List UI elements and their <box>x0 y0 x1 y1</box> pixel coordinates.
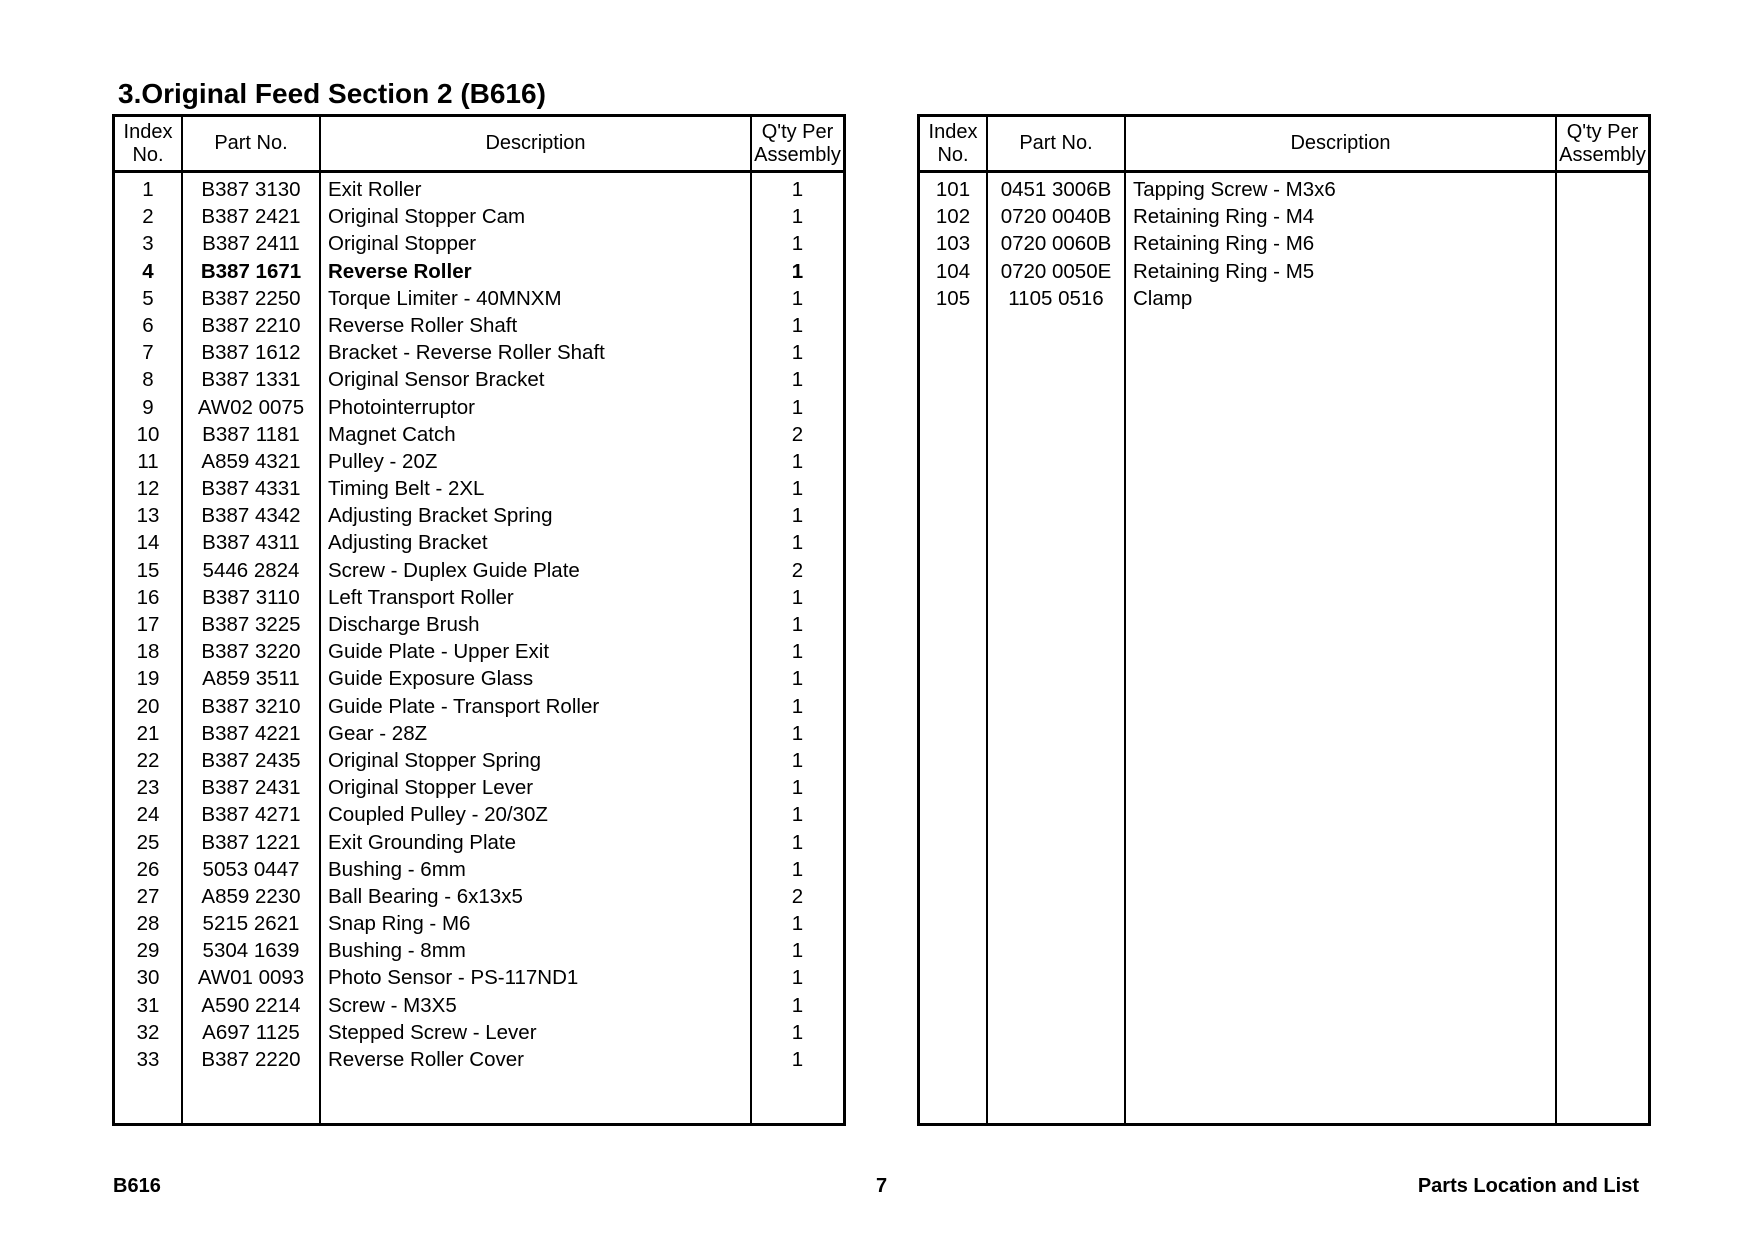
cell-qty: 1 <box>791 912 804 936</box>
cell-qty: 1 <box>791 1048 804 1071</box>
header-part-no: Part No. <box>214 132 288 154</box>
table-row <box>115 448 843 475</box>
cell-index: 26 <box>136 857 160 881</box>
cell-part-no: B387 3225 <box>201 613 301 636</box>
cell-qty: 1 <box>791 1020 804 1044</box>
cell-qty: 1 <box>791 368 804 392</box>
cell-qty: 1 <box>791 857 804 881</box>
cell-description: Original Stopper Lever <box>328 776 534 800</box>
header-divider <box>920 170 1648 173</box>
cell-qty: 1 <box>791 585 804 609</box>
table-row <box>115 366 843 393</box>
header-divider <box>115 170 843 173</box>
cell-qty: 1 <box>791 694 804 718</box>
header-index: Index No. <box>123 120 173 166</box>
table-row <box>115 529 843 556</box>
cell-index: 24 <box>136 803 160 827</box>
cell-description: Pulley - 20Z <box>328 449 438 473</box>
footer-section-title: Parts Location and List <box>1417 1175 1639 1197</box>
cell-index: 33 <box>136 1048 160 1071</box>
page-title: 3.Original Feed Section 2 (B616) <box>118 78 546 109</box>
cell-description: Reverse Roller Cover <box>328 1048 524 1071</box>
cell-description: Guide Plate - Transport Roller <box>328 694 600 718</box>
cell-description: Stepped Screw - Lever <box>328 1020 537 1044</box>
cell-description: Reverse Roller Shaft <box>328 313 518 337</box>
cell-part-no: B387 1331 <box>201 368 301 392</box>
cell-description: Guide Plate - Upper Exit <box>328 640 550 664</box>
cell-index: 103 <box>935 232 971 256</box>
table-row <box>115 611 843 638</box>
cell-description: Clamp <box>1133 286 1193 310</box>
cell-part-no: 0720 0050E <box>1000 259 1112 283</box>
table-row <box>115 394 843 421</box>
cell-qty: 2 <box>791 558 804 582</box>
cell-description: Retaining Ring - M4 <box>1133 205 1315 229</box>
cell-qty: 1 <box>791 830 804 854</box>
cell-part-no: 5053 0447 <box>202 857 300 881</box>
cell-part-no: AW02 0075 <box>197 395 305 419</box>
cell-part-no: B387 1612 <box>201 341 301 365</box>
cell-index: 2 <box>142 205 154 229</box>
table-body <box>115 176 843 1073</box>
cell-description: Discharge Brush <box>328 613 480 636</box>
cell-description: Adjusting Bracket <box>328 531 488 555</box>
table-row <box>920 258 1648 285</box>
header-description: Description <box>1290 132 1391 154</box>
cell-part-no: B387 3210 <box>201 694 301 718</box>
cell-description: Exit Grounding Plate <box>328 830 517 854</box>
cell-qty: 1 <box>791 449 804 473</box>
cell-qty: 1 <box>791 178 804 201</box>
cell-index: 21 <box>136 721 160 745</box>
parts-table-left <box>112 114 846 1126</box>
cell-qty: 1 <box>791 259 804 283</box>
cell-index: 13 <box>136 504 160 528</box>
cell-part-no: B387 2435 <box>201 748 301 772</box>
table-row <box>115 203 843 230</box>
cell-part-no: B387 4331 <box>201 477 301 501</box>
cell-description: Reverse Roller <box>328 259 472 283</box>
cell-part-no: 0720 0040B <box>1000 205 1112 229</box>
cell-description: Retaining Ring - M5 <box>1133 259 1315 283</box>
table-row <box>115 964 843 991</box>
cell-description: Photointerruptor <box>328 395 476 419</box>
cell-part-no: B387 1181 <box>202 422 300 446</box>
cell-description: Photo Sensor - PS-117ND1 <box>328 966 579 990</box>
cell-index: 14 <box>136 531 160 555</box>
cell-index: 102 <box>935 205 971 229</box>
cell-part-no: B387 2220 <box>201 1048 301 1071</box>
cell-index: 22 <box>136 748 160 772</box>
table-row <box>115 883 843 910</box>
cell-qty: 2 <box>791 422 804 446</box>
cell-description: Gear - 28Z <box>328 721 428 745</box>
cell-index: 16 <box>136 585 160 609</box>
header-part-no: Part No. <box>1019 132 1093 154</box>
cell-part-no: 0451 3006B <box>1000 178 1112 201</box>
header-description: Description <box>485 132 586 154</box>
cell-description: Tapping Screw - M3x6 <box>1133 178 1336 201</box>
table-row <box>115 774 843 801</box>
cell-index: 30 <box>136 966 160 990</box>
cell-index: 19 <box>136 667 160 691</box>
cell-part-no: 5446 2824 <box>202 558 300 582</box>
cell-qty: 1 <box>791 477 804 501</box>
cell-index: 10 <box>136 422 160 446</box>
header-index: Index No. <box>928 120 978 166</box>
table-row <box>115 638 843 665</box>
table-row <box>115 1046 843 1073</box>
cell-description: Retaining Ring - M6 <box>1133 232 1315 256</box>
cell-qty: 1 <box>791 504 804 528</box>
cell-qty: 1 <box>791 232 804 256</box>
cell-description: Original Stopper Cam <box>328 205 526 229</box>
cell-part-no: B387 3220 <box>201 640 301 664</box>
cell-index: 7 <box>142 341 154 365</box>
cell-part-no: B387 4342 <box>201 504 301 528</box>
cell-index: 20 <box>136 694 160 718</box>
cell-part-no: A697 1125 <box>202 1020 300 1044</box>
cell-part-no: B387 4221 <box>201 721 301 745</box>
table-row <box>115 992 843 1019</box>
cell-index: 5 <box>142 286 154 310</box>
footer-model: B616 <box>113 1175 161 1197</box>
cell-part-no: B387 3130 <box>201 178 301 201</box>
footer-page-number: 7 <box>876 1175 888 1197</box>
cell-index: 4 <box>142 259 154 283</box>
cell-index: 104 <box>935 259 971 283</box>
cell-part-no: AW01 0093 <box>197 966 305 990</box>
cell-qty: 1 <box>791 993 804 1017</box>
cell-index: 31 <box>136 993 160 1017</box>
cell-description: Magnet Catch <box>328 422 456 446</box>
cell-description: Exit Roller <box>328 178 422 201</box>
cell-qty: 1 <box>791 748 804 772</box>
cell-part-no: A590 2214 <box>201 993 301 1017</box>
cell-description: Ball Bearing - 6x13x5 <box>328 884 523 908</box>
table-row <box>115 475 843 502</box>
cell-description: Screw - Duplex Guide Plate <box>328 558 580 582</box>
cell-qty: 1 <box>791 286 804 310</box>
cell-index: 29 <box>136 939 160 963</box>
table-row <box>115 1019 843 1046</box>
table-row <box>115 339 843 366</box>
cell-index: 12 <box>136 477 160 501</box>
cell-index: 27 <box>136 884 160 908</box>
cell-index: 9 <box>142 395 154 419</box>
cell-part-no: B387 1671 <box>200 259 302 283</box>
cell-description: Bushing - 6mm <box>328 857 466 881</box>
cell-part-no: B387 2421 <box>201 205 301 229</box>
cell-part-no: B387 2210 <box>201 313 301 337</box>
cell-qty: 1 <box>791 341 804 365</box>
cell-index: 6 <box>142 313 154 337</box>
cell-part-no: B387 1221 <box>201 830 301 854</box>
cell-description: Screw - M3X5 <box>328 993 457 1017</box>
table-row <box>115 910 843 937</box>
cell-index: 15 <box>136 558 160 582</box>
table-row <box>115 176 843 203</box>
cell-description: Snap Ring - M6 <box>328 912 471 936</box>
cell-part-no: B387 2250 <box>201 286 301 310</box>
cell-part-no: B387 3110 <box>202 585 300 609</box>
cell-description: Coupled Pulley - 20/30Z <box>328 803 548 827</box>
cell-index: 11 <box>137 449 159 473</box>
cell-qty: 1 <box>791 640 804 664</box>
cell-part-no: B387 4271 <box>201 803 301 827</box>
cell-index: 25 <box>136 830 160 854</box>
table-row <box>115 801 843 828</box>
cell-index: 32 <box>136 1020 160 1044</box>
cell-description: Bracket - Reverse Roller Shaft <box>328 341 605 365</box>
cell-description: Adjusting Bracket Spring <box>328 504 553 528</box>
cell-description: Torque Limiter - 40MNXM <box>328 286 562 310</box>
table-row <box>115 557 843 584</box>
cell-qty: 1 <box>791 313 804 337</box>
cell-qty: 1 <box>791 803 804 827</box>
table-row <box>115 856 843 883</box>
cell-qty: 1 <box>791 395 804 419</box>
table-row <box>115 258 843 285</box>
cell-qty: 1 <box>791 721 804 745</box>
table-row <box>920 285 1648 312</box>
table-row <box>115 665 843 692</box>
cell-part-no: A859 4321 <box>201 449 301 473</box>
parts-table-right <box>917 114 1651 1126</box>
cell-part-no: A859 2230 <box>201 884 301 908</box>
cell-index: 3 <box>142 232 154 256</box>
table-row <box>115 937 843 964</box>
cell-index: 8 <box>142 368 154 392</box>
cell-qty: 1 <box>791 667 804 691</box>
table-row <box>920 176 1648 203</box>
table-row <box>115 720 843 747</box>
cell-description: Timing Belt - 2XL <box>328 477 485 501</box>
cell-index: 105 <box>935 286 971 310</box>
table-row <box>115 693 843 720</box>
table-row <box>115 584 843 611</box>
table-row <box>115 747 843 774</box>
cell-qty: 1 <box>791 966 804 990</box>
table-body <box>920 176 1648 312</box>
cell-index: 28 <box>136 912 160 936</box>
header-qty: Q'ty Per Assembly <box>1559 120 1646 166</box>
cell-part-no: 1105 0516 <box>1008 286 1104 310</box>
cell-qty: 2 <box>791 884 804 908</box>
cell-description: Original Stopper <box>328 232 477 256</box>
cell-description: Bushing - 8mm <box>328 939 466 963</box>
table-row <box>115 502 843 529</box>
table-row <box>115 829 843 856</box>
cell-index: 23 <box>136 776 160 800</box>
cell-index: 18 <box>136 640 160 664</box>
table-row <box>920 203 1648 230</box>
cell-description: Original Sensor Bracket <box>328 368 545 392</box>
cell-index: 1 <box>142 178 154 201</box>
cell-qty: 1 <box>791 776 804 800</box>
cell-qty: 1 <box>791 613 804 636</box>
cell-part-no: B387 4311 <box>202 531 300 555</box>
cell-description: Original Stopper Spring <box>328 748 542 772</box>
cell-part-no: 5304 1639 <box>202 939 300 963</box>
cell-part-no: B387 2411 <box>202 232 300 256</box>
cell-qty: 1 <box>791 531 804 555</box>
table-row <box>115 312 843 339</box>
cell-qty: 1 <box>791 939 804 963</box>
table-row <box>115 285 843 312</box>
cell-qty: 1 <box>791 205 804 229</box>
cell-index: 17 <box>136 613 160 636</box>
cell-description: Left Transport Roller <box>328 585 514 609</box>
cell-description: Guide Exposure Glass <box>328 667 534 691</box>
table-row <box>920 230 1648 257</box>
table-row <box>115 230 843 257</box>
cell-part-no: B387 2431 <box>201 776 301 800</box>
cell-part-no: 5215 2621 <box>202 912 300 936</box>
cell-index: 101 <box>935 178 971 201</box>
cell-part-no: A859 3511 <box>202 667 300 691</box>
table-row <box>115 421 843 448</box>
cell-part-no: 0720 0060B <box>1000 232 1112 256</box>
header-qty: Q'ty Per Assembly <box>754 120 841 166</box>
